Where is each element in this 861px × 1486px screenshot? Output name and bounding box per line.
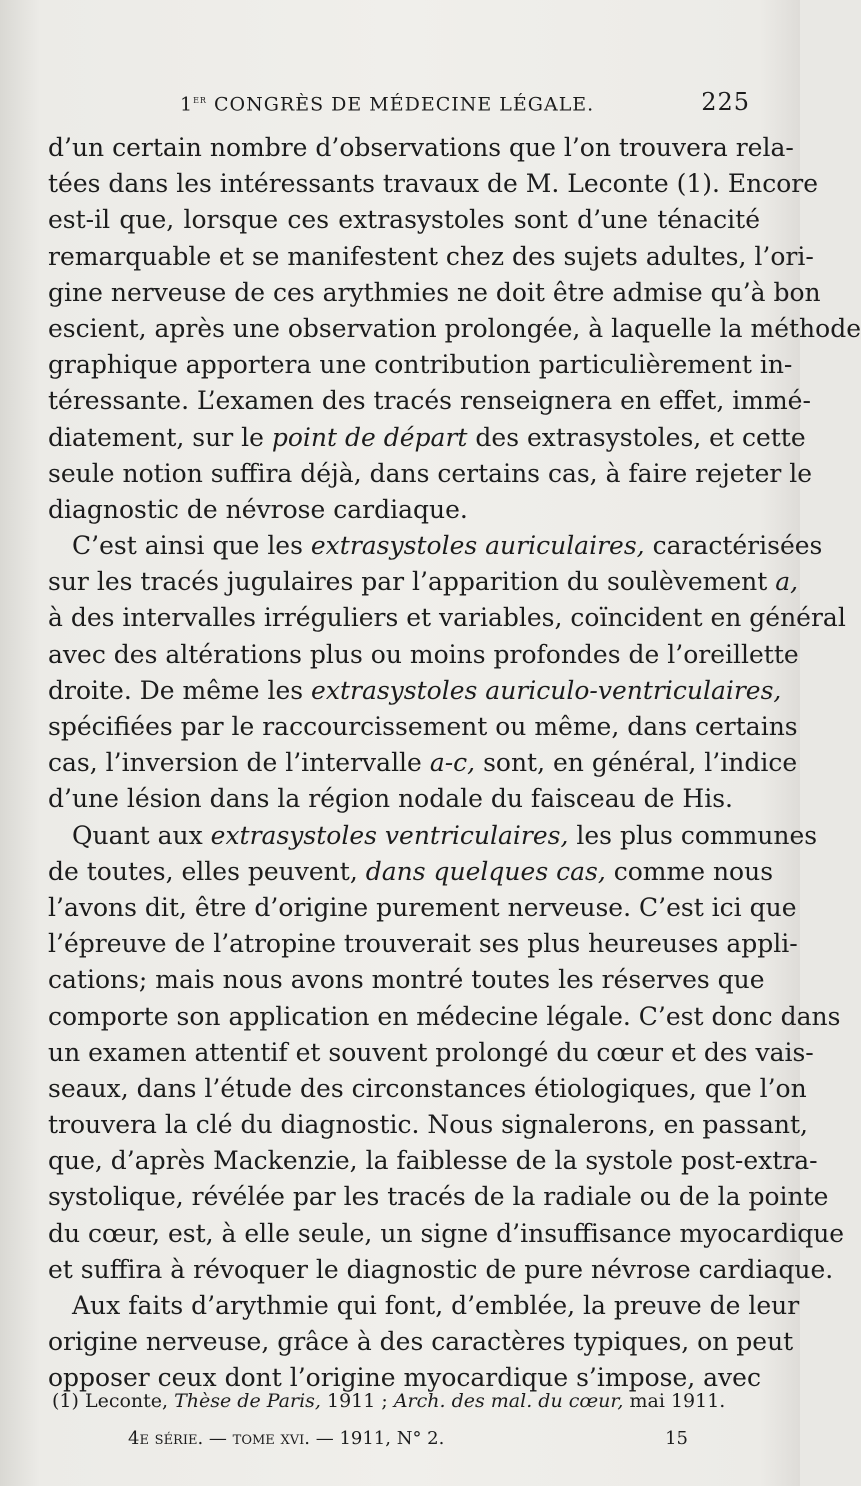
- text-line: l’épreuve de l’atropine trouverait ses plus heureuses appli-: [48, 929, 798, 959]
- running-title: 1er CONGRÈS DE MÉDECINE LÉGALE.: [180, 92, 595, 116]
- page-number: 225: [701, 88, 750, 116]
- text-line: Aux faits d’arythmie qui font, d’emblée, la preuve de leur: [72, 1291, 800, 1320]
- italic-term: dans quelques cas,: [365, 856, 606, 886]
- series-label: 4e série.: [128, 1428, 204, 1449]
- text-line: droite. De même les extrasystoles auriculo-ventriculaires,: [48, 675, 782, 705]
- text-line: tées dans les intéressants travaux de M. Leconte (1). Encore: [48, 169, 819, 199]
- text-line: C’est ainsi que les extrasystoles auriculaires, caractérisées: [72, 531, 823, 561]
- text-line: cas, l’inversion de l’intervalle a-c, sont, en général, l’indice: [48, 748, 798, 778]
- text-line: cations; mais nous avons montré toutes les réserves que: [48, 965, 765, 995]
- italic-term: a,: [775, 567, 799, 597]
- text-line: l’avons dit, être d’origine purement nerveuse. C’est ici que: [48, 892, 797, 922]
- text-line: diagnostic de névrose cardiaque.: [48, 494, 468, 524]
- text-line: téressante. L’examen des tracés renseignera en effet, immé-: [48, 386, 811, 416]
- sheet-number: 15: [665, 1428, 688, 1449]
- printer-signature: [128, 1428, 688, 1449]
- italic-term: a-c,: [429, 748, 476, 778]
- footnote-mark: (1): [52, 1390, 79, 1412]
- running-header: [180, 88, 750, 122]
- body-text: [48, 130, 861, 1397]
- italic-term: point de départ: [271, 422, 468, 452]
- text-line: diatement, sur le point de départ des extrasystoles, et cette: [48, 422, 806, 452]
- text-line: seaux, dans l’étude des circonstances étiologiques, que l’on: [48, 1073, 807, 1103]
- text-line: que, d’après Mackenzie, la faiblesse de la systole post-extra-: [48, 1146, 818, 1176]
- text-line: spécifiées par le raccourcissement ou même, dans certains: [48, 712, 798, 741]
- text-line: sur les tracés jugulaires par l’apparition du soulèvement a,: [48, 567, 799, 597]
- text-line: graphique apportera une contribution particulièrement in-: [48, 350, 793, 380]
- text-line: escient, après une observation prolongée, à laquelle la méthode: [48, 313, 861, 343]
- text-line: est-il que, lorsque ces extrasystoles sont d’une ténacité: [48, 205, 760, 235]
- text-line: de toutes, elles peuvent, dans quelques cas, comme nous: [48, 856, 774, 886]
- text-line: d’un certain nombre d’observations que l’on trouvera rela-: [48, 133, 794, 162]
- italic-term: extrasystoles ventriculaires,: [210, 820, 569, 850]
- text-line: systolique, révélée par les tracés de la radiale ou de la pointe: [48, 1182, 829, 1212]
- text-line: avec des altérations plus ou moins profondes de l’oreillette: [48, 639, 799, 669]
- text-line: comporte son application en médecine légale. C’est donc dans: [48, 1001, 841, 1031]
- text-line: un examen attentif et souvent prolongé du cœur et des vais-: [48, 1037, 814, 1067]
- text-line: à des intervalles irréguliers et variables, coïncident en général: [48, 603, 846, 633]
- text-line: opposer ceux dont l’origine myocardique s’impose, avec: [48, 1363, 761, 1393]
- text-line: trouvera la clé du diagnostic. Nous signalerons, en passant,: [48, 1110, 808, 1140]
- text-line: origine nerveuse, grâce à des caractères typiques, on peut: [48, 1327, 794, 1357]
- text-line: gine nerveuse de ces arythmies ne doit être admise qu’à bon: [48, 277, 821, 307]
- footnote: (1) Leconte, Thèse de Paris, 1911 ; Arch. des mal. du cœur, mai 1911.: [52, 1390, 726, 1412]
- text-line: remarquable et se manifestent chez des sujets adultes, l’ori-: [48, 241, 814, 271]
- text-line: et suffira à révoquer le diagnostic de pure névrose cardiaque.: [48, 1254, 834, 1284]
- text-line: d’une lésion dans la région nodale du faisceau de His.: [48, 784, 733, 814]
- italic-term: extrasystoles auriculo-ventriculaires,: [311, 675, 782, 705]
- text-line: du cœur, est, à elle seule, un signe d’insuffisance myocardique: [48, 1218, 845, 1248]
- text-line: Quant aux extrasystoles ventriculaires, les plus communes: [72, 820, 818, 850]
- text-line: seule notion suffira déjà, dans certains cas, à faire rejeter le: [48, 458, 813, 488]
- italic-term: extrasystoles auriculaires,: [310, 531, 645, 561]
- volume-label: — tome xvi. — 1911, N° 2.: [203, 1428, 445, 1449]
